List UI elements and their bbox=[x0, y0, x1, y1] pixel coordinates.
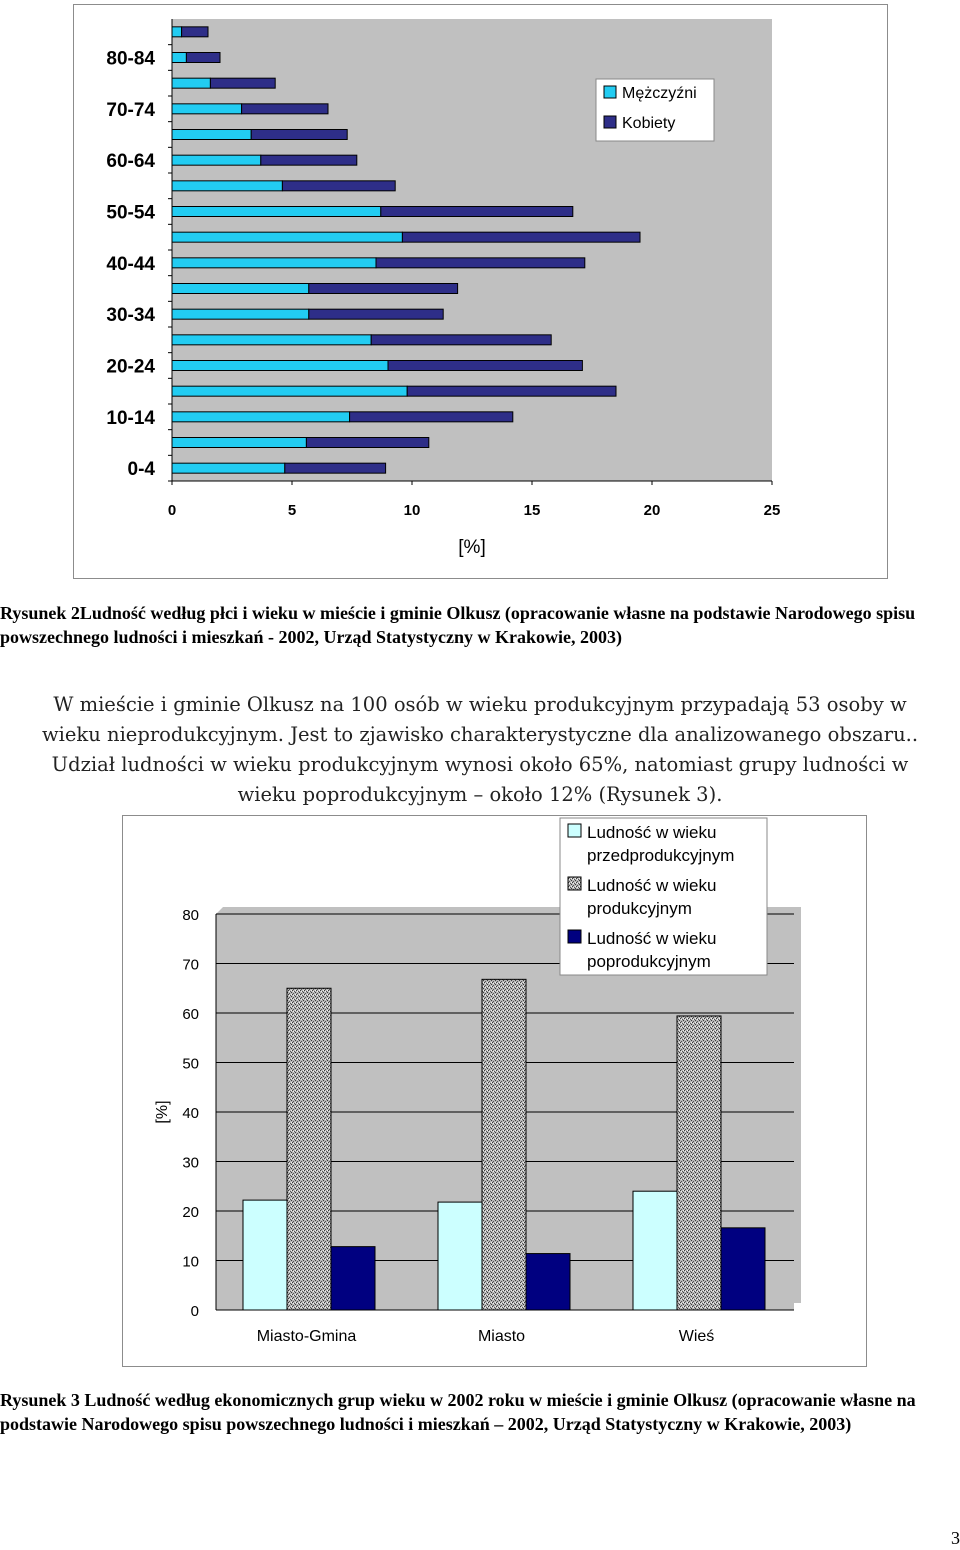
legend-label-2-line1: Ludność w wieku bbox=[587, 929, 717, 948]
legend-label-1-line1: Ludność w wieku bbox=[587, 876, 717, 895]
bar-men-0-4 bbox=[172, 463, 285, 473]
legend-label-0-line1: Ludność w wieku bbox=[587, 823, 717, 842]
bar-0-Miasto-Gmina bbox=[243, 1200, 287, 1310]
population-by-sex-age-chart bbox=[73, 4, 888, 579]
bar-women-75-79 bbox=[210, 78, 275, 88]
bar-0-Miasto bbox=[438, 1202, 482, 1310]
legend-swatch-men bbox=[604, 86, 616, 98]
legend-swatch-0 bbox=[568, 824, 581, 837]
y-tick-label: 0 bbox=[190, 1303, 199, 1320]
x-tick-label: 5 bbox=[287, 502, 297, 519]
bar-women-50-54 bbox=[381, 207, 573, 217]
figure-3-caption: Rysunek 3 Ludność według ekonomicznych grup wieku w 2002 roku w mieście i gminie Olkusz (opracowanie własne na podstawie Narodowego spisu powszechnego ludności i mieszkań – 2002, Urząd Statystyczny w Krakowie, 2003) bbox=[0, 1390, 916, 1434]
bar-women-65-69 bbox=[251, 130, 347, 140]
bar-1-Miasto-Gmina bbox=[287, 988, 331, 1310]
bar-1-Miasto bbox=[482, 979, 526, 1310]
bar-1-Wieś bbox=[677, 1016, 721, 1310]
bar-women-70-74 bbox=[242, 104, 328, 114]
x-tick-label: 0 bbox=[167, 502, 177, 519]
y-tick-label: 70 bbox=[182, 956, 199, 974]
y-tick-label: 30 bbox=[182, 1154, 199, 1172]
paragraph-line-3: Udział ludności w wieku produkcyjnym wynosi około 65%, natomiast grupy ludności w bbox=[51, 753, 909, 776]
bar-women-25-29 bbox=[371, 335, 551, 345]
bar-men-60-64 bbox=[172, 155, 261, 165]
y-tick-label-50-54: 50-54 bbox=[106, 202, 155, 224]
y-tick-label: 40 bbox=[182, 1105, 199, 1122]
bar-men-80-84 bbox=[172, 53, 186, 63]
bar-men-70-74 bbox=[172, 104, 242, 114]
legend-swatch-2 bbox=[568, 930, 581, 943]
legend-label-0-line2: przedprodukcyjnym bbox=[587, 846, 735, 865]
bar-men-15-19 bbox=[172, 386, 407, 396]
x-tick-label: 15 bbox=[523, 502, 541, 519]
bar-men-5-9 bbox=[172, 438, 306, 448]
bar-2-Wieś bbox=[721, 1228, 765, 1310]
x-tick-label: 20 bbox=[643, 502, 661, 519]
bar-2-Miasto-Gmina bbox=[331, 1247, 375, 1310]
y-tick-label: 50 bbox=[182, 1055, 199, 1073]
bar-men-55-59 bbox=[172, 181, 282, 191]
paragraph-line-2: wieku nieprodukcyjnym. Jest to zjawisko charakterystyczne dla analizowanego obszaru.. bbox=[41, 723, 919, 746]
bar-women-80-84 bbox=[186, 53, 220, 63]
economic-age-groups-chart bbox=[122, 815, 867, 1367]
paragraph-line-1: W mieście i gminie Olkusz na 100 osób w wieku produkcyjnym przypadają 53 osoby w bbox=[53, 693, 907, 716]
paragraph-line-4: wieku poprodukcyjnym – około 12% (Rysunek 3). bbox=[237, 783, 723, 806]
bar-men-10-14 bbox=[172, 412, 350, 422]
bar-women-5-9 bbox=[306, 438, 428, 448]
y-tick-label-0-4: 0-4 bbox=[127, 459, 155, 481]
y-tick-label-60-64: 60-64 bbox=[106, 151, 155, 173]
bar-women-45-49 bbox=[402, 232, 640, 242]
bar-men-35-39 bbox=[172, 284, 309, 294]
y-tick-label-80-84: 80-84 bbox=[106, 48, 155, 70]
page-number: 3 bbox=[951, 1528, 960, 1548]
bar-women-35-39 bbox=[309, 284, 458, 294]
economic-age-groups-svg bbox=[123, 816, 866, 1366]
y-tick-label: 20 bbox=[182, 1204, 199, 1221]
bar-women-20-24 bbox=[388, 361, 582, 371]
legend-label-men: Mężczyźni bbox=[622, 85, 697, 102]
legend-swatch-women bbox=[604, 116, 616, 128]
y-tick-label-10-14: 10-14 bbox=[106, 407, 155, 429]
legend-label-2-line2: poprodukcyjnym bbox=[587, 952, 711, 971]
bar-women-85+ bbox=[182, 27, 208, 37]
bar-men-25-29 bbox=[172, 335, 371, 345]
bar-women-30-34 bbox=[309, 309, 443, 319]
bar-men-75-79 bbox=[172, 78, 210, 88]
legend-label-1-line2: produkcyjnym bbox=[587, 899, 692, 918]
bar-women-40-44 bbox=[376, 258, 585, 268]
y-tick-label-20-24: 20-24 bbox=[106, 356, 155, 378]
y-tick-label: 80 bbox=[182, 907, 199, 924]
y-tick-label-40-44: 40-44 bbox=[106, 253, 155, 275]
x-tick-label-Wieś: Wieś bbox=[678, 1328, 715, 1345]
legend-swatch-1 bbox=[568, 877, 581, 890]
y-tick-label: 60 bbox=[182, 1006, 199, 1023]
bar-women-55-59 bbox=[282, 181, 395, 191]
y-tick-label: 10 bbox=[182, 1253, 199, 1271]
y-tick-label-70-74: 70-74 bbox=[106, 99, 155, 121]
legend-label-women: Kobiety bbox=[622, 115, 676, 132]
bar-2-Miasto bbox=[526, 1254, 570, 1310]
x-tick-label: 25 bbox=[763, 502, 781, 519]
population-by-sex-age-svg bbox=[74, 5, 887, 578]
x-axis-title: [%] bbox=[458, 537, 486, 558]
figure-2-caption: Rysunek 2Ludność według płci i wieku w mieście i gminie Olkusz (opracowanie własne na podstawie Narodowego spisu powszechnego ludności i mieszkań - 2002, Urząd Statystyczny w Krakowie, 2003) bbox=[0, 603, 916, 647]
bar-men-85+ bbox=[172, 27, 182, 37]
y-tick-label-30-34: 30-34 bbox=[106, 305, 155, 327]
bar-men-50-54 bbox=[172, 207, 381, 217]
bar-women-15-19 bbox=[407, 386, 616, 396]
bar-0-Wieś bbox=[633, 1191, 677, 1310]
bar-men-30-34 bbox=[172, 309, 309, 319]
bar-men-45-49 bbox=[172, 232, 402, 242]
bar-women-60-64 bbox=[261, 155, 357, 165]
x-tick-label: 10 bbox=[403, 502, 421, 519]
bar-women-0-4 bbox=[285, 463, 386, 473]
bar-women-10-14 bbox=[350, 412, 513, 422]
x-tick-label-Miasto: Miasto bbox=[477, 1328, 526, 1345]
bar-men-65-69 bbox=[172, 130, 251, 140]
y-axis-title: [%] bbox=[154, 1100, 171, 1124]
bar-men-40-44 bbox=[172, 258, 376, 268]
bar-men-20-24 bbox=[172, 361, 388, 371]
x-tick-label-Miasto-Gmina: Miasto-Gmina bbox=[256, 1328, 357, 1345]
